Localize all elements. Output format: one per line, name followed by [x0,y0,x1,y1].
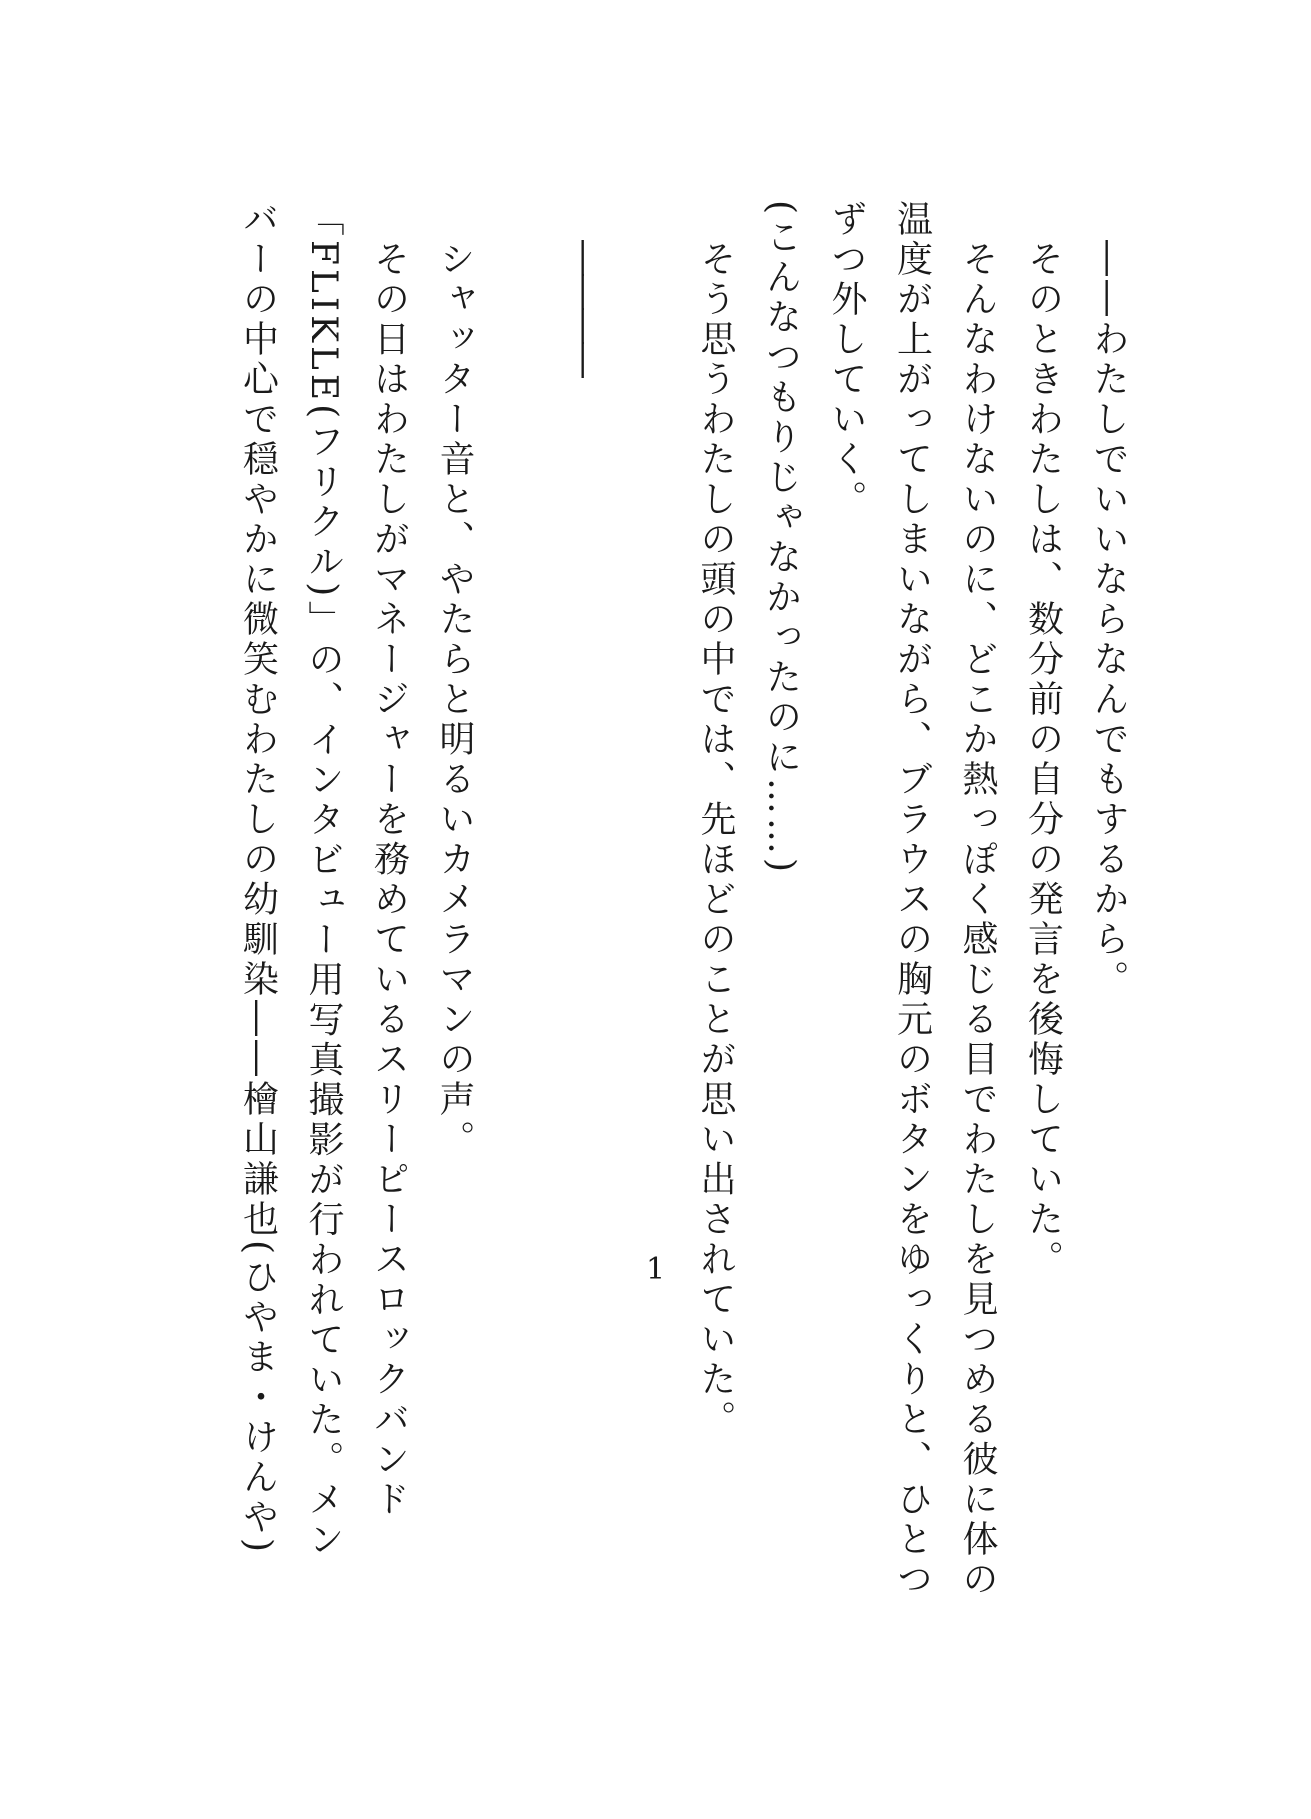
text-line: (こんなつもりじゃなかったのに……) [760,200,802,877]
text-line: そんなわけないのに、どこか熱っぽく感じる目でわたしを見つめる彼に体の [957,240,998,1600]
page-number: 1 [645,1252,666,1287]
text-line: ――わたしでいいならなんでもするから。 [1088,240,1129,1000]
body-text [141,200,1141,1600]
text-line: シャッター音と、やたらと明るいカメラマンの声。 [434,240,475,1160]
text-line: バーの中心で穏やかに微笑むわたしの幼馴染――檜山謙也(ひやま・けんや) [237,200,279,1557]
text-line: その日はわたしがマネージャーを務めているスリーピースロックバンド [368,240,410,1520]
text-line: 「FLIKLE(フリクル)」の、インタビュー用写真撮影が行われていた。メン [303,200,344,1561]
text-line: そう思うわたしの頭の中では、先ほどのことが思い出されていた。 [695,240,736,1440]
blank-line [617,200,683,1580]
text-line: ずつ外していく。 [826,200,867,520]
text-line: そのときわたしは、数分前の自分の発言を後悔していた。 [1022,240,1064,1280]
section-break: ―――― [564,240,605,376]
text-line: 温度が上がってしまいながら、ブラウスの胸元のボタンをゆっくりと、ひとつ [891,200,933,1600]
